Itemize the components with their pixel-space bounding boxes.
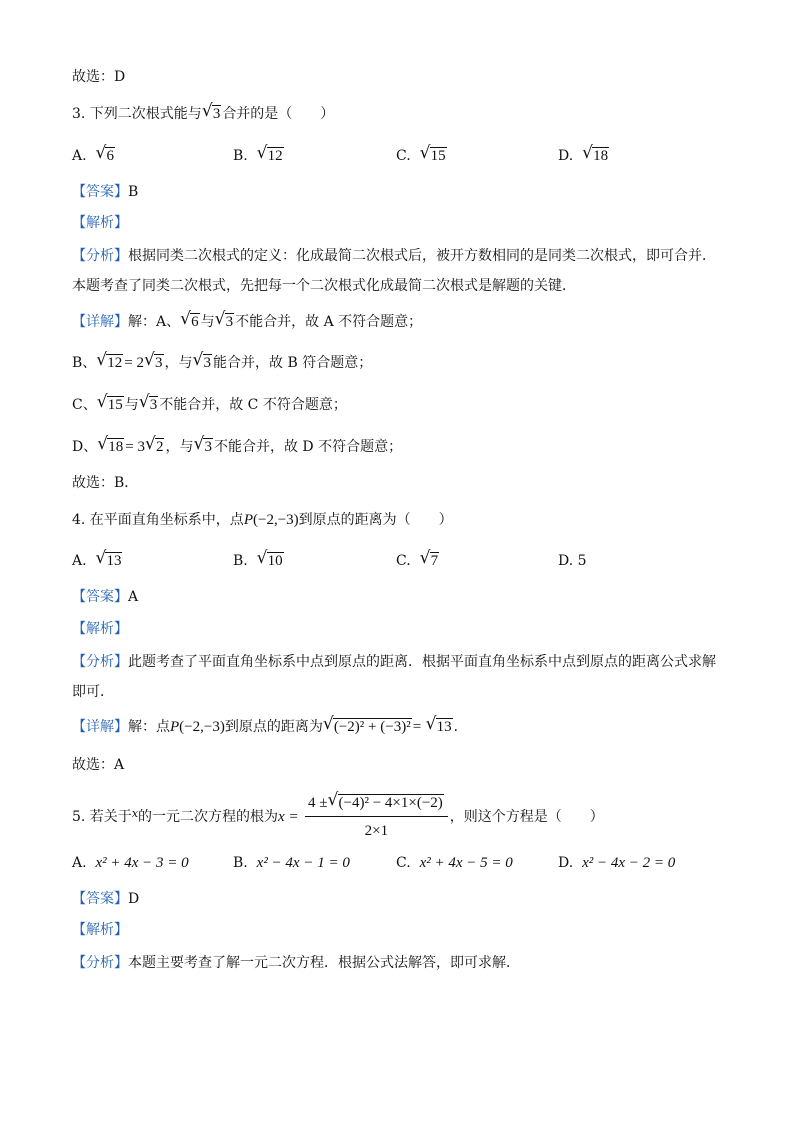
question-4: 4. 在平面直角坐标系中，点P(−2,−3)到原点的距离为（ ） bbox=[72, 512, 453, 528]
q4-answer: 【答案】A bbox=[72, 589, 139, 605]
q4-final: 故选：A bbox=[72, 757, 125, 773]
q3-option-c: C. √ 15 bbox=[396, 147, 448, 165]
q3-detail-3: C、√ 15 与√ 3 不能合并，故 C 不符合题意； bbox=[72, 396, 347, 414]
q3-jiexi: 【解析】 bbox=[72, 215, 128, 231]
q5-option-a: A. x² + 4x − 3 = 0 bbox=[72, 855, 189, 871]
q5-jiexi: 【解析】 bbox=[72, 922, 128, 938]
q3-fenxi: 【分析】根据同类二次根式的定义：化成最简二次根式后，被开方数相同的是同类二次根式，即可合并． bbox=[72, 248, 716, 264]
root-formula-fraction: $\frac{\text{4 ±√ (−4)² − 4×1×(−2)}}{2\times 1}$ bbox=[305, 792, 448, 842]
q4-detail: 【详解】解：点P(−2,−3)到原点的距离为√ (−2)² + (−3)² = √ 13 ． bbox=[72, 718, 468, 736]
q4-option-a: A. √ 13 bbox=[72, 552, 123, 570]
q3-fenxi-2: 本题考查了同类二次根式，先把每一个二次根式化成最简二次根式是解题的关键． bbox=[72, 278, 576, 294]
question-5: 5. 若关于$^x$的一元二次方程的根为x = $\frac{\text{4 ±√ (−4)² − 4×1×(−2)}}{2\times 1}$ ，则这个方程是（ ） bbox=[72, 792, 604, 842]
q4-option-b: B. √ 10 bbox=[233, 552, 285, 570]
q3-option-b: B. √ 12 bbox=[233, 147, 285, 165]
q4-option-d: D. 5 bbox=[558, 553, 587, 569]
q5-option-b: B. x² − 4x − 1 = 0 bbox=[233, 855, 350, 871]
q3-option-a: A. √ 6 bbox=[72, 147, 116, 165]
q5-option-d: D. x² − 4x − 2 = 0 bbox=[558, 855, 676, 871]
q4-fenxi: 【分析】此题考查了平面直角坐标系中点到原点的距离．根据平面直角坐标系中点到原点的距离公式求解 bbox=[72, 654, 716, 670]
answer-choice-prev: 故选：D bbox=[72, 69, 126, 85]
q5-answer: 【答案】D bbox=[72, 891, 140, 907]
sqrt-3: √ 3 bbox=[203, 105, 222, 123]
q3-detail-4: D、√ 18 = 3√ 2 ，与√ 3 不能合并，故 D 不符合题意； bbox=[72, 438, 402, 456]
q5-fenxi: 【分析】本题主要考查了解一元二次方程．根据公式法解答，即可求解． bbox=[72, 955, 520, 971]
q3-detail-1: 【详解】解：A、√ 6 与√ 3 不能合并，故 A 不符合题意； bbox=[72, 313, 422, 331]
q4-fenxi-2: 即可． bbox=[72, 684, 114, 700]
question-3: 3. 下列二次根式能与√ 3 合并的是（ ） bbox=[72, 105, 334, 123]
q4-option-c: C. √ 7 bbox=[396, 552, 440, 570]
q4-jiexi: 【解析】 bbox=[72, 621, 128, 637]
q5-option-c: C. x² + 4x − 5 = 0 bbox=[396, 855, 513, 871]
q3-option-d: D. √ 18 bbox=[558, 147, 610, 165]
q3-answer: 【答案】B bbox=[72, 184, 139, 200]
q3-detail-2: B、√ 12 = 2√ 3 ，与√ 3 能合并，故 B 符合题意； bbox=[72, 354, 372, 372]
q3-final: 故选：B． bbox=[72, 475, 139, 491]
